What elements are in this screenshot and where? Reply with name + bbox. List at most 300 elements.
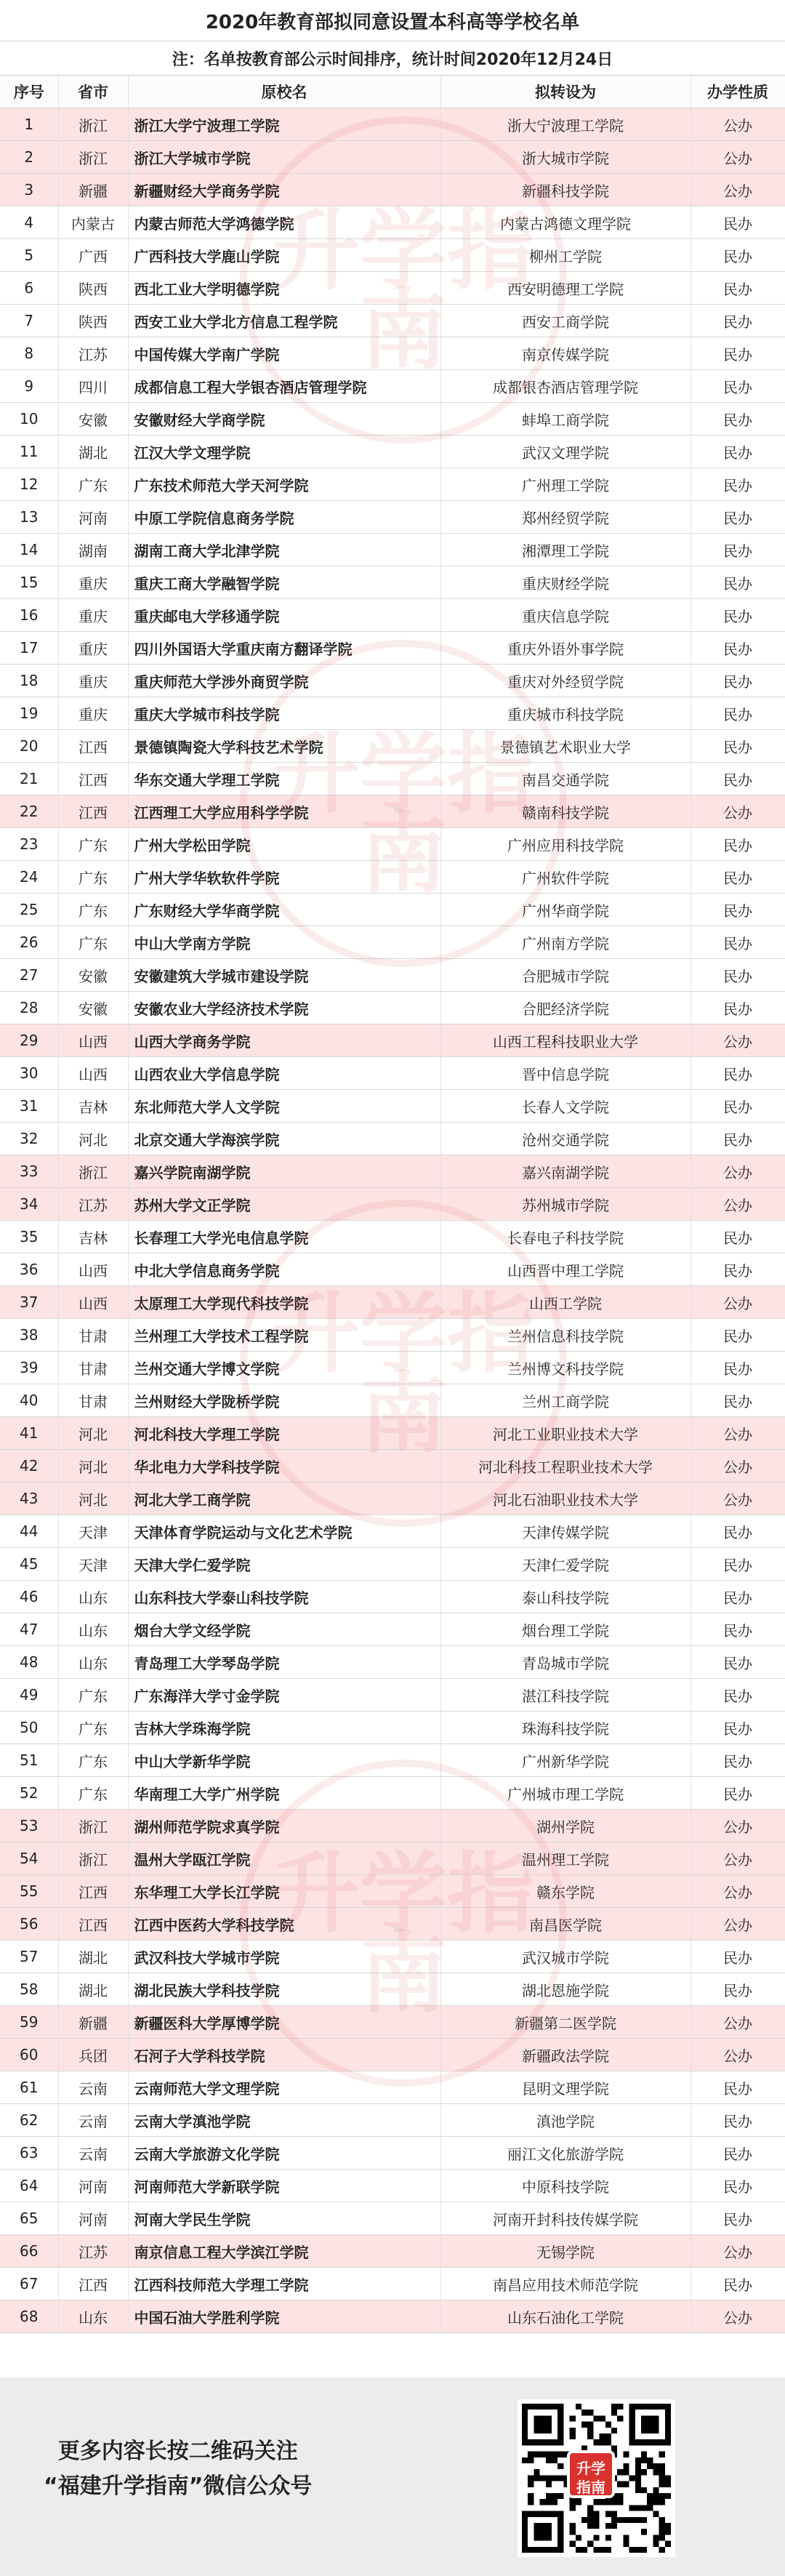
row-school-type: 民办 (691, 926, 785, 959)
row-number: 42 (0, 1450, 58, 1482)
row-new-name: 嘉兴南湖学院 (440, 1155, 691, 1188)
row-original-name: 广东财经大学华商学院 (128, 894, 440, 926)
row-province: 湖北 (58, 436, 128, 468)
row-number: 41 (0, 1417, 58, 1450)
row-new-name: 郑州经贸学院 (440, 501, 691, 534)
row-number: 11 (0, 436, 58, 468)
row-original-name: 西北工业大学明德学院 (128, 272, 440, 305)
row-new-name: 广州软件学院 (440, 861, 691, 894)
header-province: 省市 (58, 76, 128, 108)
table-body (0, 108, 785, 2333)
table-row (0, 1613, 785, 1646)
row-new-name: 赣东学院 (440, 1875, 691, 1908)
row-province: 内蒙古 (58, 206, 128, 239)
row-school-type: 民办 (691, 730, 785, 763)
row-number: 31 (0, 1090, 58, 1123)
row-original-name: 西安工业大学北方信息工程学院 (128, 305, 440, 337)
row-province: 甘肃 (58, 1352, 128, 1384)
row-school-type: 民办 (691, 1319, 785, 1352)
row-original-name: 江汉大学文理学院 (128, 436, 440, 468)
row-number: 46 (0, 1581, 58, 1613)
row-original-name: 安徽建筑大学城市建设学院 (128, 959, 440, 992)
row-province: 湖南 (58, 534, 128, 566)
table-row (0, 1842, 785, 1875)
row-new-name: 广州华商学院 (440, 894, 691, 926)
row-original-name: 天津体育学院运动与文化艺术学院 (128, 1515, 440, 1548)
row-school-type: 民办 (691, 566, 785, 599)
row-province: 山西 (58, 1024, 128, 1057)
row-province: 陕西 (58, 305, 128, 337)
row-number: 5 (0, 239, 58, 272)
row-new-name: 青岛城市学院 (440, 1646, 691, 1679)
row-school-type: 民办 (691, 2071, 785, 2104)
row-school-type: 公办 (691, 795, 785, 828)
row-number: 30 (0, 1057, 58, 1090)
row-original-name: 景德镇陶瓷大学科技艺术学院 (128, 730, 440, 763)
row-original-name: 湖南工商大学北津学院 (128, 534, 440, 566)
row-province: 河北 (58, 1482, 128, 1515)
row-school-type: 民办 (691, 1613, 785, 1646)
row-number: 56 (0, 1908, 58, 1941)
school-list-table (0, 76, 785, 2333)
row-province: 云南 (58, 2071, 128, 2104)
row-province: 浙江 (58, 108, 128, 141)
row-number: 61 (0, 2071, 58, 2104)
row-original-name: 烟台大学文经学院 (128, 1613, 440, 1646)
row-original-name: 江西中医药大学科技学院 (128, 1908, 440, 1941)
row-province: 重庆 (58, 665, 128, 697)
footer-text (44, 2434, 312, 2504)
row-school-type: 民办 (691, 1581, 785, 1613)
row-province: 广西 (58, 239, 128, 272)
row-new-name: 湖州学院 (440, 1810, 691, 1842)
row-original-name: 山西农业大学信息学院 (128, 1057, 440, 1090)
table-row (0, 239, 785, 272)
row-new-name: 南昌医学院 (440, 1908, 691, 1941)
table-note: 注：名单按教育部公示时间排序，统计时间2020年12月24日 (0, 41, 785, 76)
row-province: 河北 (58, 1450, 128, 1482)
row-new-name: 西安工商学院 (440, 305, 691, 337)
row-school-type: 民办 (691, 1646, 785, 1679)
row-province: 河南 (58, 501, 128, 534)
table-row (0, 1123, 785, 1155)
row-number: 26 (0, 926, 58, 959)
table-row (0, 2202, 785, 2235)
row-school-type: 民办 (691, 370, 785, 403)
row-school-type: 公办 (691, 1417, 785, 1450)
row-number: 18 (0, 665, 58, 697)
row-number: 47 (0, 1613, 58, 1646)
row-original-name: 华北电力大学科技学院 (128, 1450, 440, 1482)
row-province: 江西 (58, 730, 128, 763)
row-school-type: 公办 (691, 1908, 785, 1941)
row-school-type: 公办 (691, 1155, 785, 1188)
row-number: 29 (0, 1024, 58, 1057)
row-original-name: 武汉科技大学城市学院 (128, 1941, 440, 1973)
row-new-name: 长春电子科技学院 (440, 1221, 691, 1253)
row-school-type: 民办 (691, 2268, 785, 2300)
row-new-name: 广州应用科技学院 (440, 828, 691, 861)
row-number: 4 (0, 206, 58, 239)
row-new-name: 成都银杏酒店管理学院 (440, 370, 691, 403)
row-province: 山东 (58, 1581, 128, 1613)
row-new-name: 合肥经济学院 (440, 992, 691, 1024)
row-school-type: 公办 (691, 1024, 785, 1057)
row-number: 9 (0, 370, 58, 403)
row-school-type: 民办 (691, 1744, 785, 1777)
row-new-name: 武汉文理学院 (440, 436, 691, 468)
row-new-name: 山西工程科技职业大学 (440, 1024, 691, 1057)
row-school-type: 公办 (691, 1810, 785, 1842)
row-new-name: 山东石油化工学院 (440, 2300, 691, 2333)
row-school-type: 公办 (691, 1482, 785, 1515)
row-school-type: 民办 (691, 337, 785, 370)
row-number: 36 (0, 1253, 58, 1286)
row-new-name: 湘潭理工学院 (440, 534, 691, 566)
row-school-type: 公办 (691, 2235, 785, 2268)
row-new-name: 长春人文学院 (440, 1090, 691, 1123)
table-row (0, 1221, 785, 1253)
row-original-name: 内蒙古师范大学鸿德学院 (128, 206, 440, 239)
row-number: 59 (0, 2006, 58, 2039)
table-row (0, 1973, 785, 2006)
table-row (0, 174, 785, 206)
row-school-type: 民办 (691, 992, 785, 1024)
row-province: 安徽 (58, 992, 128, 1024)
row-original-name: 重庆师范大学涉外商贸学院 (128, 665, 440, 697)
row-province: 湖北 (58, 1973, 128, 2006)
table-row (0, 1090, 785, 1123)
row-province: 浙江 (58, 1810, 128, 1842)
table-row (0, 501, 785, 534)
row-original-name: 山东科技大学泰山科技学院 (128, 1581, 440, 1613)
row-province: 新疆 (58, 174, 128, 206)
row-school-type: 民办 (691, 2104, 785, 2137)
row-original-name: 嘉兴学院南湖学院 (128, 1155, 440, 1188)
row-new-name: 河南开封科技传媒学院 (440, 2202, 691, 2235)
row-number: 13 (0, 501, 58, 534)
header-school-type: 办学性质 (691, 76, 785, 108)
table-row (0, 730, 785, 763)
row-original-name: 安徽农业大学经济技术学院 (128, 992, 440, 1024)
row-school-type: 民办 (691, 1253, 785, 1286)
row-original-name: 中山大学南方学院 (128, 926, 440, 959)
row-original-name: 中国石油大学胜利学院 (128, 2300, 440, 2333)
row-new-name: 中原科技学院 (440, 2170, 691, 2202)
row-new-name: 浙大城市学院 (440, 141, 691, 174)
row-number: 20 (0, 730, 58, 763)
table-row (0, 370, 785, 403)
table-row (0, 403, 785, 436)
table-row (0, 959, 785, 992)
row-number: 35 (0, 1221, 58, 1253)
row-province: 河北 (58, 1417, 128, 1450)
table-row (0, 1581, 785, 1613)
row-province: 重庆 (58, 599, 128, 632)
row-school-type: 民办 (691, 206, 785, 239)
row-new-name: 山西晋中理工学院 (440, 1253, 691, 1286)
table-row (0, 1810, 785, 1842)
table-row (0, 861, 785, 894)
row-number: 34 (0, 1188, 58, 1221)
row-number: 7 (0, 305, 58, 337)
footer-banner (0, 2378, 785, 2576)
row-number: 49 (0, 1679, 58, 1712)
row-original-name: 中山大学新华学院 (128, 1744, 440, 1777)
row-original-name: 广东技术师范大学天河学院 (128, 468, 440, 501)
row-original-name: 河北大学工商学院 (128, 1482, 440, 1515)
row-number: 12 (0, 468, 58, 501)
row-original-name: 华南理工大学广州学院 (128, 1777, 440, 1810)
row-province: 安徽 (58, 959, 128, 992)
row-school-type: 民办 (691, 403, 785, 436)
row-school-type: 民办 (691, 2170, 785, 2202)
row-number: 23 (0, 828, 58, 861)
table-row (0, 1908, 785, 1941)
table-row (0, 763, 785, 795)
row-new-name: 南京传媒学院 (440, 337, 691, 370)
row-original-name: 云南大学旅游文化学院 (128, 2137, 440, 2170)
row-province: 广东 (58, 1744, 128, 1777)
row-school-type: 民办 (691, 1221, 785, 1253)
row-new-name: 广州理工学院 (440, 468, 691, 501)
footer-line-1: 更多内容长按二维码关注 (57, 2439, 298, 2464)
row-new-name: 新疆政法学院 (440, 2039, 691, 2071)
row-number: 65 (0, 2202, 58, 2235)
row-school-type: 民办 (691, 1941, 785, 1973)
table-row (0, 1482, 785, 1515)
table-row (0, 599, 785, 632)
row-new-name: 广州城市理工学院 (440, 1777, 691, 1810)
table-row (0, 2104, 785, 2137)
row-school-type: 民办 (691, 1090, 785, 1123)
row-number: 33 (0, 1155, 58, 1188)
row-number: 68 (0, 2300, 58, 2333)
row-province: 江西 (58, 763, 128, 795)
row-school-type: 民办 (691, 2137, 785, 2170)
table-row (0, 2006, 785, 2039)
row-number: 62 (0, 2104, 58, 2137)
row-number: 2 (0, 141, 58, 174)
row-new-name: 重庆财经学院 (440, 566, 691, 599)
row-original-name: 河南师范大学新联学院 (128, 2170, 440, 2202)
row-school-type: 民办 (691, 272, 785, 305)
row-province: 云南 (58, 2104, 128, 2137)
row-school-type: 公办 (691, 1842, 785, 1875)
row-number: 6 (0, 272, 58, 305)
row-number: 3 (0, 174, 58, 206)
row-number: 32 (0, 1123, 58, 1155)
row-original-name: 广州大学松田学院 (128, 828, 440, 861)
row-new-name: 南昌应用技术师范学院 (440, 2268, 691, 2300)
row-province: 重庆 (58, 566, 128, 599)
row-school-type: 民办 (691, 697, 785, 730)
row-number: 66 (0, 2235, 58, 2268)
row-original-name: 兰州财经大学陇桥学院 (128, 1384, 440, 1417)
row-province: 甘肃 (58, 1384, 128, 1417)
table-row (0, 468, 785, 501)
row-province: 广东 (58, 894, 128, 926)
row-number: 22 (0, 795, 58, 828)
table-row (0, 305, 785, 337)
row-original-name: 中国传媒大学南广学院 (128, 337, 440, 370)
row-number: 8 (0, 337, 58, 370)
row-number: 52 (0, 1777, 58, 1810)
row-new-name: 烟台理工学院 (440, 1613, 691, 1646)
table-row (0, 2300, 785, 2333)
row-new-name: 广州新华学院 (440, 1744, 691, 1777)
row-original-name: 广州大学华软软件学院 (128, 861, 440, 894)
row-school-type: 公办 (691, 2300, 785, 2333)
table-row (0, 1253, 785, 1286)
row-new-name: 柳州工学院 (440, 239, 691, 272)
row-province: 广东 (58, 828, 128, 861)
row-original-name: 新疆医科大学厚博学院 (128, 2006, 440, 2039)
row-province: 江西 (58, 2268, 128, 2300)
row-original-name: 浙江大学宁波理工学院 (128, 108, 440, 141)
row-original-name: 江西理工大学应用科学学院 (128, 795, 440, 828)
row-province: 陕西 (58, 272, 128, 305)
row-number: 14 (0, 534, 58, 566)
row-school-type: 民办 (691, 763, 785, 795)
table-header-row (0, 76, 785, 108)
row-province: 四川 (58, 370, 128, 403)
row-original-name: 广西科技大学鹿山学院 (128, 239, 440, 272)
table-row (0, 665, 785, 697)
row-province: 重庆 (58, 697, 128, 730)
row-school-type: 民办 (691, 665, 785, 697)
row-new-name: 泰山科技学院 (440, 1581, 691, 1613)
table-row (0, 828, 785, 861)
row-new-name: 景德镇艺术职业大学 (440, 730, 691, 763)
row-new-name: 兰州博文科技学院 (440, 1352, 691, 1384)
row-school-type: 民办 (691, 1057, 785, 1090)
row-school-type: 民办 (691, 599, 785, 632)
row-new-name: 温州理工学院 (440, 1842, 691, 1875)
row-province: 新疆 (58, 2006, 128, 2039)
row-school-type: 民办 (691, 632, 785, 665)
row-province: 湖北 (58, 1941, 128, 1973)
row-school-type: 民办 (691, 501, 785, 534)
row-new-name: 昆明文理学院 (440, 2071, 691, 2104)
row-new-name: 南昌交通学院 (440, 763, 691, 795)
row-province: 河南 (58, 2202, 128, 2235)
row-new-name: 苏州城市学院 (440, 1188, 691, 1221)
row-new-name: 新疆第二医学院 (440, 2006, 691, 2039)
row-number: 15 (0, 566, 58, 599)
table-row (0, 1024, 785, 1057)
row-original-name: 东北师范大学人文学院 (128, 1090, 440, 1123)
row-new-name: 珠海科技学院 (440, 1712, 691, 1744)
row-number: 48 (0, 1646, 58, 1679)
row-original-name: 山西大学商务学院 (128, 1024, 440, 1057)
table-row (0, 1384, 785, 1417)
row-new-name: 丽江文化旅游学院 (440, 2137, 691, 2170)
table-row (0, 632, 785, 665)
row-new-name: 重庆外语外事学院 (440, 632, 691, 665)
row-new-name: 山西工学院 (440, 1286, 691, 1319)
row-new-name: 赣南科技学院 (440, 795, 691, 828)
row-province: 广东 (58, 926, 128, 959)
table-row (0, 1777, 785, 1810)
row-new-name: 广州南方学院 (440, 926, 691, 959)
table-row (0, 272, 785, 305)
row-original-name: 重庆大学城市科技学院 (128, 697, 440, 730)
row-original-name: 苏州大学文正学院 (128, 1188, 440, 1221)
row-original-name: 太原理工大学现代科技学院 (128, 1286, 440, 1319)
row-original-name: 云南师范大学文理学院 (128, 2071, 440, 2104)
table-row (0, 1319, 785, 1352)
row-province: 河北 (58, 1123, 128, 1155)
row-original-name: 中原工学院信息商务学院 (128, 501, 440, 534)
table-row (0, 337, 785, 370)
row-school-type: 公办 (691, 174, 785, 206)
row-number: 10 (0, 403, 58, 436)
row-school-type: 公办 (691, 2039, 785, 2071)
row-province: 云南 (58, 2137, 128, 2170)
row-number: 58 (0, 1973, 58, 2006)
row-province: 江苏 (58, 2235, 128, 2268)
row-new-name: 重庆城市科技学院 (440, 697, 691, 730)
row-province: 江苏 (58, 1188, 128, 1221)
table-row (0, 436, 785, 468)
row-original-name: 江西科技师范大学理工学院 (128, 2268, 440, 2300)
row-new-name: 沧州交通学院 (440, 1123, 691, 1155)
row-original-name: 广东海洋大学寸金学院 (128, 1679, 440, 1712)
row-province: 山西 (58, 1253, 128, 1286)
row-original-name: 重庆工商大学融智学院 (128, 566, 440, 599)
row-original-name: 四川外国语大学重庆南方翻译学院 (128, 632, 440, 665)
row-number: 67 (0, 2268, 58, 2300)
row-province: 河南 (58, 2170, 128, 2202)
table-row (0, 2170, 785, 2202)
row-school-type: 公办 (691, 1450, 785, 1482)
table-row (0, 2137, 785, 2170)
row-province: 兵团 (58, 2039, 128, 2071)
table-row (0, 2039, 785, 2071)
row-school-type: 民办 (691, 1973, 785, 2006)
row-original-name: 兰州交通大学博文学院 (128, 1352, 440, 1384)
table-row (0, 795, 785, 828)
table-row (0, 1057, 785, 1090)
row-school-type: 民办 (691, 828, 785, 861)
row-new-name: 天津传媒学院 (440, 1515, 691, 1548)
table-row (0, 206, 785, 239)
row-province: 广东 (58, 1679, 128, 1712)
footer-line-2: “福建升学指南”微信公众号 (44, 2473, 313, 2499)
row-new-name: 蚌埠工商学院 (440, 403, 691, 436)
row-school-type: 民办 (691, 239, 785, 272)
row-number: 44 (0, 1515, 58, 1548)
row-school-type: 民办 (691, 1515, 785, 1548)
row-school-type: 公办 (691, 2006, 785, 2039)
table-row (0, 1352, 785, 1384)
table-row (0, 1515, 785, 1548)
row-school-type: 民办 (691, 1384, 785, 1417)
row-province: 浙江 (58, 1842, 128, 1875)
row-province: 江西 (58, 1908, 128, 1941)
row-school-type: 民办 (691, 534, 785, 566)
row-school-type: 民办 (691, 2202, 785, 2235)
row-province: 安徽 (58, 403, 128, 436)
row-school-type: 民办 (691, 1548, 785, 1581)
row-original-name: 河南大学民生学院 (128, 2202, 440, 2235)
row-original-name: 云南大学滇池学院 (128, 2104, 440, 2137)
table-row (0, 1417, 785, 1450)
row-number: 53 (0, 1810, 58, 1842)
row-number: 55 (0, 1875, 58, 1908)
table-row (0, 2268, 785, 2300)
